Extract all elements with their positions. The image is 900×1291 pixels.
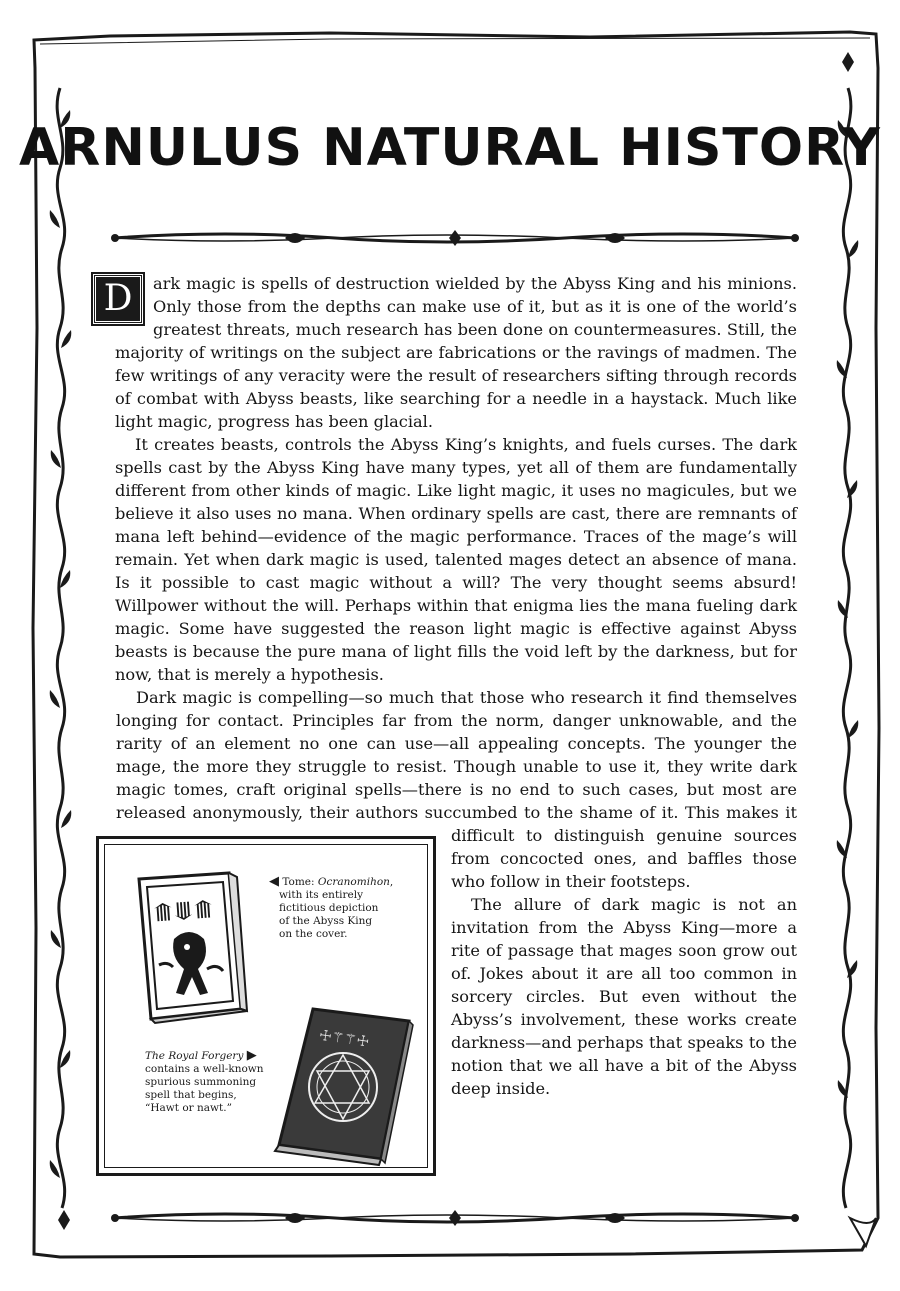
drop-cap: D (93, 274, 143, 324)
svg-text:⟰⟱⟰: ⟰⟱⟰ (152, 895, 215, 928)
ocranomihon-caption: ◀ Tome: Ocranomihon, with its entirely fictitious depiction of the Abyss King on the cover. (269, 874, 394, 940)
royal-forgery-book-illustration (269, 999, 419, 1169)
page-title: ARNULUS NATURAL HISTORY (19, 118, 881, 178)
royal-forgery-caption: The Royal Forgery ▶ contains a well-known spurious summoning spell that begins, “Hawt or nawt.” (145, 1048, 264, 1114)
left-vine-ornament (57, 88, 65, 1208)
paragraph-3: Dark magic is compelling—so much that those who research it find themselves longing for contact. Principles far from the norm, danger unknowable, and the rarity of an element no one can use—all appealing concepts. The younger the mage, the more they struggle to resist. Though unable to use it, they write dark magic tomes, craft original spells—there is no end to such cases, but most are released anonymously, their authors succumbed to the shame of it. This makes it difficult to distinguish genuine sources from concocted ones, and baffles those who follow in their footsteps. (116, 688, 797, 891)
ocranomihon-book-illustration (129, 869, 249, 1029)
svg-text:☩⚚⚚☩: ☩⚚⚚☩ (318, 1027, 371, 1051)
figure-panel (96, 836, 436, 1176)
paragraph-4: The allure of dark magic is not an invitation from the Abyss King—more a rite of passage that mages soon grow out of. Jokes about it are all too common in sorcery circles. But even without the Abyss’s involvement, these works create darkness—and perhaps that speaks to the notion that we all have a bit of the Abyss deep inside. (451, 895, 797, 1098)
paragraph-1: D ark magic is spells of destruction wielded by the Abyss King and his minions. Only those from the depths can make use of it, but as it is one of the world’s greatest threats, much research has been done on countermeasures. Still, the majority of writings on the subject are fabrications or the ravings of madmen. The few writings of any veracity were the result of researchers sifting through records of combat with Abyss beasts, like searching for a needle in a haystack. Much like light magic, progress has been glacial. (115, 272, 797, 433)
paragraph-2: It creates beasts, controls the Abyss King’s knights, and fuels curses. The dark spells cast by the Abyss King have many types, yet all of them are fundamentally different from other kinds of magic. Like light magic, it uses no magicules, but we believe it also uses no mana. When ordinary spells are cast, there are remnants of mana left behind—evidence of the magic performance. Traces of the mage’s will remain. Yet when dark magic is used, talented mages detect an absence of mana. Is it possible to cast magic without a will? The very thought seems absurd! Willpower without the will. Perhaps within that enigma lies the mana fueling dark magic. Some have suggested the reason light magic is effective against Abyss beasts is because the pure mana of light fills the void left by the darkness, but for now, that is merely a hypothesis. (115, 435, 797, 684)
top-ornamental-divider (105, 226, 805, 250)
bottom-ornamental-divider (105, 1206, 805, 1230)
